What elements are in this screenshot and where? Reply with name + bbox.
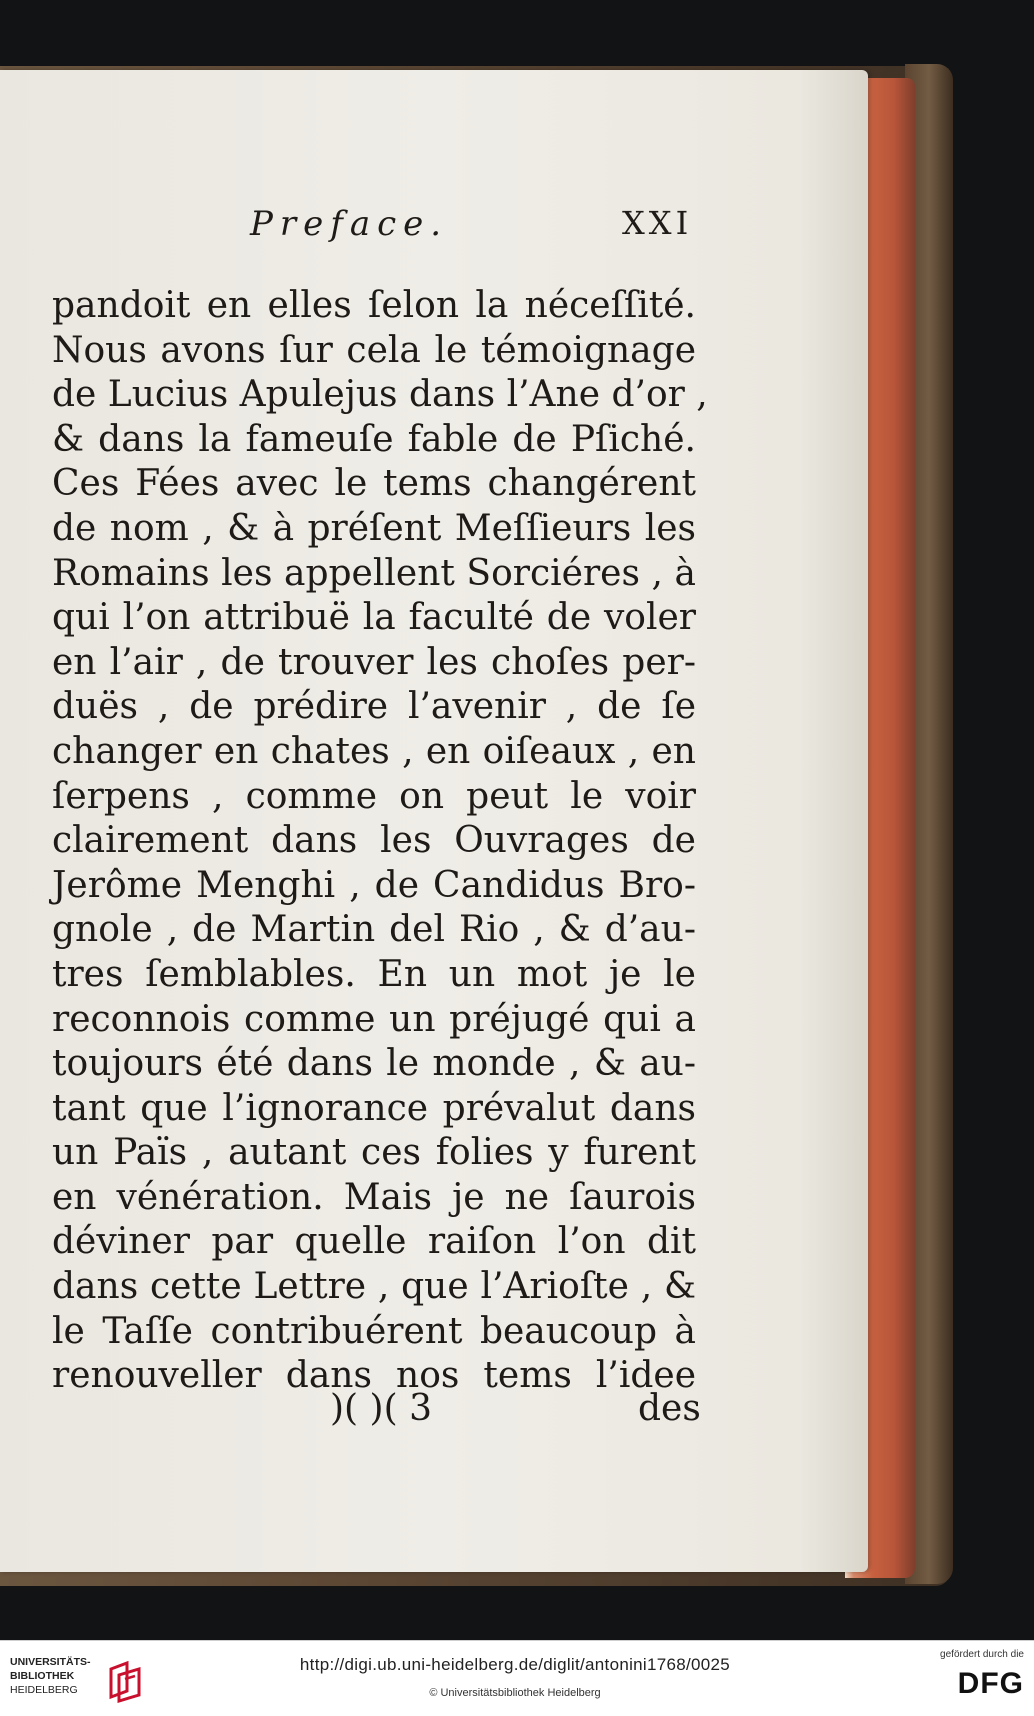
text-line: duës , de prédire l’avenir , de ſe xyxy=(52,686,696,728)
catchword: des xyxy=(638,1388,701,1429)
text-line: Romains les appellent Sorciéres , à xyxy=(52,552,696,594)
text-line: toujours été dans le monde , & au- xyxy=(52,1043,696,1085)
text-line: Nous avons ſur cela le témoignage xyxy=(52,329,696,371)
text-line: tres ſemblables. En un mot je le xyxy=(52,953,696,995)
copyright-notice: © Universitätsbibliothek Heidelberg xyxy=(429,1687,601,1699)
text-line: de Lucius Apulejus dans l’Ane d’or , xyxy=(52,374,708,416)
page-number: XXI xyxy=(622,204,693,242)
footer-bar xyxy=(0,1640,1034,1716)
text-line: en vénération. Mais je ne ſaurois xyxy=(52,1176,696,1218)
dfg-logo: DFG xyxy=(957,1667,1024,1700)
library-name-line3: HEIDELBERG xyxy=(10,1684,78,1696)
library-name-line2: BIBLIOTHEK xyxy=(10,1670,75,1682)
signature-mark: )( )( 3 xyxy=(330,1388,432,1429)
text-line: Jerôme Menghi , de Candidus Bro- xyxy=(52,864,696,906)
running-head-title: Preface. xyxy=(250,204,449,244)
library-emblem-icon xyxy=(105,1659,145,1703)
text-line: pandoit en elles ſelon la néceſſité. xyxy=(52,285,696,326)
text-line: gnole , de Martin del Rio , & d’au- xyxy=(52,909,696,951)
funding-label: gefördert durch die xyxy=(940,1649,1024,1660)
library-logo[interactable] xyxy=(10,1655,146,1705)
dfg-funding[interactable] xyxy=(912,1649,1024,1709)
text-line: en l’air , de trouver les choſes per- xyxy=(52,641,696,683)
text-line: Ces Fées avec le tems changérent xyxy=(52,463,696,505)
text-line: de nom , & à préſent Meſſieurs les xyxy=(52,507,696,549)
text-line: un Païs , autant ces folies y furent xyxy=(52,1132,696,1174)
text-line: reconnois comme un préjugé qui a xyxy=(52,998,696,1040)
body-text xyxy=(52,284,708,1399)
text-line: le Taſſe contribuérent beaucoup à xyxy=(52,1310,696,1352)
running-head xyxy=(0,204,868,244)
text-line: déviner par quelle raiſon l’on dit xyxy=(52,1221,696,1263)
text-line: ſerpens , comme on peut le voir xyxy=(52,775,696,817)
text-line: renouveller dans nos tems l’idee xyxy=(52,1355,696,1397)
library-name-line1: UNIVERSITÄTS- xyxy=(10,1656,91,1668)
text-line: tant que l’ignorance prévalut dans xyxy=(52,1087,696,1129)
text-line: qui l’on attribuë la faculté de voler xyxy=(52,597,696,639)
document-url[interactable]: http://digi.ub.uni-heidelberg.de/diglit/antonini1768/0025 xyxy=(299,1655,731,1674)
text-line: dans cette Lettre , que l’Arioſte , & xyxy=(52,1266,696,1308)
text-line: & dans la fameuſe fable de Pſiché. xyxy=(52,418,696,460)
text-line: clairement dans les Ouvrages de xyxy=(52,820,696,862)
text-line: changer en chates , en oiſeaux , en xyxy=(52,730,696,772)
library-name xyxy=(10,1655,102,1697)
